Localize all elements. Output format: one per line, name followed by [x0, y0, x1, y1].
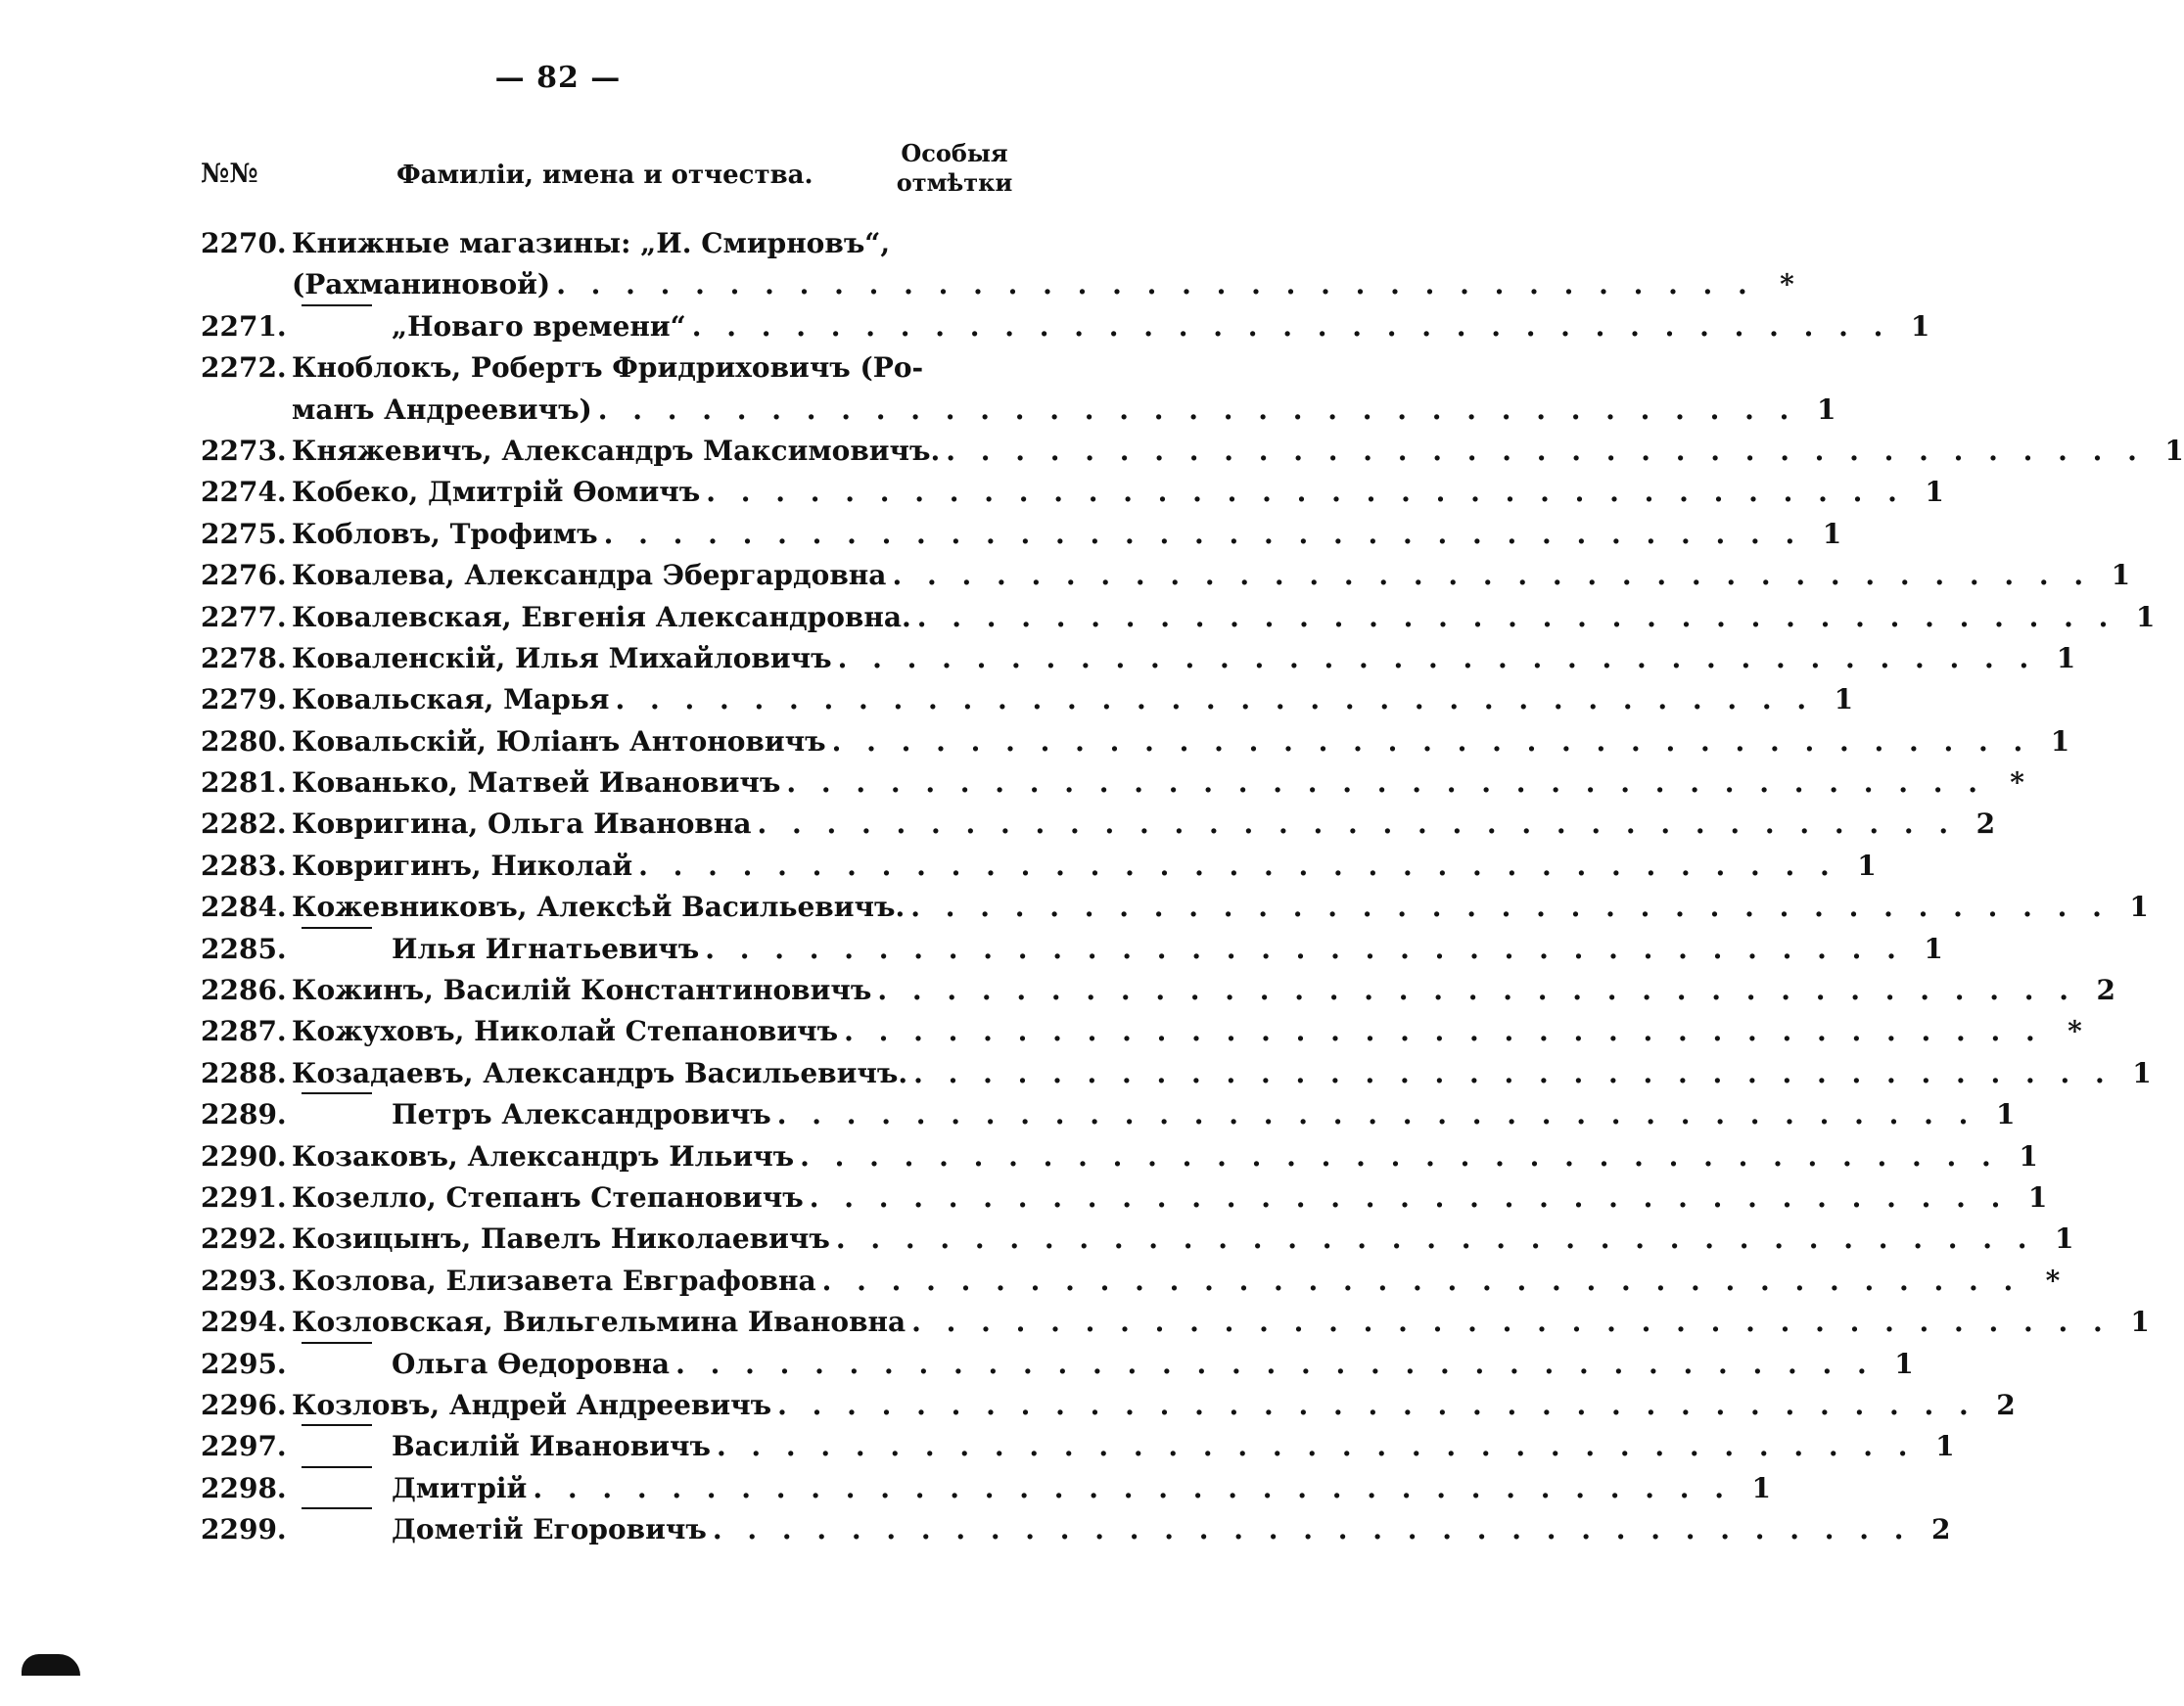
- entry-name: Кованько, Матвей Ивановичъ: [292, 766, 781, 800]
- entry-name: Ольга Ѳедоровна: [392, 1347, 671, 1380]
- dot-leader: . . . . . . . . . . . . . . . . . . . . . . . . . . . . . . . . . . .: [910, 891, 2110, 924]
- entry-line: [201, 390, 1836, 431]
- entry-name: Ковригина, Ольга Ивановна: [292, 807, 752, 841]
- entry-text-wrap: [292, 846, 1837, 887]
- entry-line: [201, 1219, 2074, 1260]
- entry-text-wrap: [292, 762, 1985, 804]
- entry-text-wrap: [292, 390, 1796, 431]
- entry-mark: 1: [2019, 1139, 2038, 1173]
- entry-line: [201, 1509, 1951, 1550]
- entry-mark: 1: [1935, 1430, 1955, 1463]
- entry-mark: 1: [2129, 891, 2149, 924]
- entry-name: Илья Игнатьевичъ: [392, 932, 700, 965]
- entry-number: 2286.: [201, 974, 287, 1007]
- entry-text-wrap: [292, 1385, 1976, 1426]
- entry-number: 2284.: [201, 891, 287, 924]
- entry-line: [201, 597, 2156, 638]
- entry-text-wrap: [292, 1177, 2008, 1219]
- dot-leader: . . . . . . . . . . . . . . . . . . . . . . . . . . . . . . . . . . .: [675, 1347, 1875, 1380]
- entry-text-wrap: [292, 1219, 2034, 1260]
- notes-header-line-2: отмѣтки: [896, 168, 1013, 197]
- entry-name: Дмитрій: [392, 1471, 528, 1504]
- entry-text-wrap: [292, 804, 1956, 845]
- entry-number: 2271.: [201, 309, 287, 343]
- entry-text-wrap: [292, 555, 2091, 596]
- dot-leader: . . . . . . . . . . . . . . . . . . . . . . . . . . . . . . . . . . .: [821, 1264, 2021, 1297]
- dot-leader: . . . . . . . . . . . . . . . . . . . . . . . . . . . . . . . . . . .: [916, 600, 2116, 633]
- entry-name: „Новаго времени“: [392, 309, 686, 343]
- entry-mark: 1: [1822, 517, 1842, 550]
- entry-number: 2277.: [201, 600, 287, 633]
- entry-name: Кожевниковъ, Алексѣй Васильевичъ.: [292, 891, 906, 924]
- entry-name: Ковальская, Марья: [292, 683, 610, 716]
- entry-text-wrap: [292, 721, 2030, 762]
- entry-name: Козицынъ, Павелъ Николаевичъ: [292, 1222, 830, 1256]
- entry-text-wrap: [292, 472, 1905, 513]
- entry-text-wrap: [292, 1468, 1732, 1509]
- entry-line: [201, 514, 1842, 555]
- dot-leader: . . . . . . . . . . . . . . . . . . . . . . . . . . . . . . . . . . .: [603, 517, 1803, 550]
- entry-line: [201, 846, 1877, 887]
- entry-mark: 1: [2050, 724, 2070, 758]
- dot-leader: . . . . . . . . . . . . . . . . . . . . . . . . . . . . . . . . . . .: [691, 309, 1891, 343]
- entry-number: 2290.: [201, 1139, 287, 1173]
- entry-line: [201, 929, 1943, 970]
- entry-line: [201, 638, 2076, 679]
- entry-name: Козаковъ, Александръ Ильичъ: [292, 1139, 795, 1173]
- entry-number: 2283.: [201, 849, 287, 882]
- entry-number: 2292.: [201, 1222, 287, 1256]
- entry-name: Козлова, Елизавета Евграфовна: [292, 1264, 816, 1297]
- entry-number: 2287.: [201, 1015, 287, 1048]
- entry-mark: 1: [1925, 476, 1944, 509]
- entry-line: [201, 306, 1930, 347]
- entry-line: [201, 347, 1013, 389]
- dot-leader: . . . . . . . . . . . . . . . . . . . . . . . . . . . . . . . . . . .: [716, 1430, 1916, 1463]
- entry-line: [201, 1177, 2048, 1219]
- entry-name: Козадаевъ, Александръ Васильевичъ.: [292, 1056, 908, 1089]
- entry-mark: 1: [2130, 1306, 2150, 1339]
- entry-mark: *: [2045, 1264, 2061, 1297]
- entry-number: 2278.: [201, 641, 287, 674]
- ditto-dash: [302, 1092, 372, 1133]
- dot-leader: . . . . . . . . . . . . . . . . . . . . . . . . . . . . . . . . . . .: [556, 268, 1755, 301]
- entry-mark: 1: [2164, 434, 2184, 467]
- entry-line: [201, 1136, 2038, 1177]
- entry-line: [201, 679, 1854, 720]
- dot-leader: . . . . . . . . . . . . . . . . . . . . . . . . . . . . . . . . . . .: [831, 724, 2031, 758]
- entry-number: 2294.: [201, 1306, 287, 1339]
- dot-leader: . . . . . . . . . . . . . . . . . . . . . . . . . . . . . . . . . . .: [597, 392, 1797, 426]
- entry-mark: 1: [1910, 309, 1930, 343]
- dot-leader: . . . . . . . . . . . . . . . . . . . . . . . . . . . . . . . . . . .: [615, 683, 1815, 716]
- dot-leader: . . . . . . . . . . . . . . . . . . . . . . . . . . . . . . . . . . .: [809, 1180, 2009, 1214]
- entry-mark: 1: [2135, 600, 2156, 633]
- entry-text-wrap: [292, 1344, 1875, 1385]
- entry-name: Козловская, Вильгельмина Ивановна: [292, 1306, 906, 1339]
- entry-text-wrap: [292, 597, 2115, 638]
- entry-mark: 1: [1834, 683, 1854, 716]
- entry-number: 2297.: [201, 1430, 287, 1463]
- entry-number: 2295.: [201, 1347, 287, 1380]
- entry-number: 2272.: [201, 351, 287, 385]
- entry-text: Кноблокъ, Робертъ Фридриховичъ (Ро-: [292, 351, 924, 385]
- entry-number: 2280.: [201, 724, 287, 758]
- entry-text-wrap: [292, 887, 2110, 928]
- entries-list: [201, 223, 2184, 1551]
- entry-name: Дометій Егоровичъ: [392, 1513, 707, 1546]
- entry-number: 2281.: [201, 766, 287, 800]
- entry-text-wrap: [292, 264, 1755, 305]
- ditto-dash: [302, 1424, 372, 1465]
- entry-line: [201, 762, 2024, 804]
- entry-line: [201, 1053, 2152, 1094]
- entry-number: 2270.: [201, 227, 287, 259]
- entry-name: Ковригинъ, Николай: [292, 849, 633, 882]
- dot-leader: . . . . . . . . . . . . . . . . . . . . . . . . . . . . . . . . . . .: [638, 849, 1837, 882]
- dot-leader: . . . . . . . . . . . . . . . . . . . . . . . . . . . . . . . . . . .: [777, 1388, 1976, 1421]
- entry-mark: 2: [1975, 807, 1996, 841]
- entry-text-wrap: [292, 929, 1904, 970]
- entry-line: [201, 1094, 2016, 1135]
- dot-leader: . . . . . . . . . . . . . . . . . . . . . . . . . . . . . . . . . . .: [757, 807, 1957, 841]
- entry-number: 2273.: [201, 434, 287, 467]
- ink-smudge: [22, 1654, 80, 1676]
- dot-leader: . . . . . . . . . . . . . . . . . . . . . . . . . . . . . . . . . . .: [776, 1098, 1976, 1131]
- entry-line: [201, 264, 1794, 305]
- entry-mark: 1: [1857, 849, 1877, 882]
- dot-leader: . . . . . . . . . . . . . . . . . . . . . . . . . . . . . . . . . . .: [946, 434, 2145, 467]
- entry-name: Козловъ, Андрей Андреевичъ: [292, 1388, 772, 1421]
- entry-mark: 2: [1996, 1388, 2016, 1421]
- entry-number: 2276.: [201, 559, 287, 592]
- entry-line: [201, 223, 1013, 264]
- entry-mark: *: [2068, 1015, 2082, 1048]
- entry-line: [201, 970, 2115, 1011]
- entry-mark: 1: [1995, 1098, 2016, 1131]
- entry-name: Княжевичъ, Александръ Максимовичъ.: [292, 434, 941, 467]
- entry-text-wrap: [292, 1261, 2021, 1302]
- dot-leader: . . . . . . . . . . . . . . . . . . . . . . . . . . . . . . . . . . .: [705, 932, 1904, 965]
- dot-leader: . . . . . . . . . . . . . . . . . . . . . . . . . . . . . . . . . . .: [877, 974, 2076, 1007]
- ditto-dash: [302, 1507, 372, 1548]
- entry-mark: 1: [1924, 932, 1943, 965]
- notes-column-header: [896, 139, 1013, 198]
- entry-text-wrap: [292, 638, 2036, 679]
- entry-number: 2296.: [201, 1388, 287, 1421]
- entry-number: 2293.: [201, 1264, 287, 1297]
- entry-mark: *: [1780, 268, 1794, 301]
- entry-number: 2289.: [201, 1098, 287, 1131]
- entry-name: Петръ Александровичъ: [392, 1098, 771, 1131]
- entry-line: [201, 1261, 2061, 1302]
- entry-mark: 1: [2027, 1180, 2048, 1214]
- entry-mark: 1: [1751, 1471, 1771, 1504]
- entry-text-wrap: [292, 1302, 2111, 1343]
- dot-leader: . . . . . . . . . . . . . . . . . . . . . . . . . . . . . . . . . . .: [786, 766, 1985, 800]
- entry-name: Кожуховъ, Николай Степановичъ: [292, 1015, 839, 1048]
- notes-header-line-1: Особыя: [901, 139, 1008, 167]
- entry-text-wrap: [292, 970, 2076, 1011]
- entry-mark: 1: [2056, 641, 2076, 674]
- ditto-dash: [302, 304, 372, 346]
- entry-number: 2288.: [201, 1056, 287, 1089]
- entry-line: [201, 472, 1944, 513]
- entry-number: 2274.: [201, 476, 287, 509]
- entry-number: 2285.: [201, 932, 287, 965]
- names-column-header: Фамиліи, имена и отчества.: [396, 161, 813, 190]
- entry-text-wrap: [292, 1053, 2113, 1094]
- entry-name: Ковальскій, Юліанъ Антоновичъ: [292, 724, 826, 758]
- ditto-dash: [302, 927, 372, 968]
- dot-leader: . . . . . . . . . . . . . . . . . . . . . . . . . . . . . . . . . . .: [837, 641, 2037, 674]
- entry-text-wrap: [292, 679, 1814, 720]
- dot-leader: . . . . . . . . . . . . . . . . . . . . . . . . . . . . . . . . . . .: [835, 1222, 2035, 1256]
- dot-leader: . . . . . . . . . . . . . . . . . . . . . . . . . . . . . . . . . . .: [913, 1056, 2113, 1089]
- dot-leader: . . . . . . . . . . . . . . . . . . . . . . . . . . . . . . . . . . .: [844, 1015, 2043, 1048]
- entry-line: [201, 1468, 1771, 1509]
- entry-name: Козелло, Степанъ Степановичъ: [292, 1180, 804, 1214]
- entry-name: манъ Андреевичъ): [292, 392, 592, 426]
- entry-mark: 1: [2111, 559, 2131, 592]
- entry-text-wrap: [292, 1136, 1999, 1177]
- entry-line: [201, 804, 1996, 845]
- entry-text-wrap: [292, 1426, 1916, 1467]
- entry-line: [201, 431, 2184, 472]
- dot-leader: . . . . . . . . . . . . . . . . . . . . . . . . . . . . . . . . . . .: [800, 1139, 1999, 1173]
- entry-line: [201, 721, 2070, 762]
- entry-number: 2299.: [201, 1513, 287, 1546]
- entry-line: [201, 1344, 1914, 1385]
- page-number: — 82 —: [494, 61, 622, 95]
- ditto-dash: [302, 1466, 372, 1507]
- entry-text: Книжные магазины: „И. Смирновъ“,: [292, 227, 891, 259]
- entry-mark: 1: [1816, 392, 1836, 426]
- entry-name: Ковалева, Александра Эбергардовна: [292, 559, 887, 592]
- entry-mark: 2: [2096, 974, 2115, 1007]
- entry-text-wrap: [292, 514, 1802, 555]
- entry-mark: 2: [1930, 1513, 1951, 1546]
- entry-name: Ковалевская, Евгенія Александровна.: [292, 600, 911, 633]
- entry-number: 2291.: [201, 1180, 287, 1214]
- entry-name: Василій Ивановичъ: [392, 1430, 711, 1463]
- entry-line: [201, 887, 2149, 928]
- dot-leader: . . . . . . . . . . . . . . . . . . . . . . . . . . . . . . . . . . .: [533, 1471, 1732, 1504]
- dot-leader: . . . . . . . . . . . . . . . . . . . . . . . . . . . . . . . . . . .: [706, 476, 1905, 509]
- entry-text-wrap: [292, 1094, 1975, 1135]
- entry-name: Кожинъ, Василій Константиновичъ: [292, 974, 872, 1007]
- entry-line: [201, 1011, 2082, 1052]
- entry-number: 2298.: [201, 1471, 287, 1504]
- dot-leader: . . . . . . . . . . . . . . . . . . . . . . . . . . . . . . . . . . .: [911, 1306, 2111, 1339]
- entry-number: 2282.: [201, 807, 287, 841]
- entry-text-wrap: [292, 1509, 1911, 1550]
- entry-mark: *: [2010, 766, 2024, 800]
- entry-name: Кобловъ, Трофимъ: [292, 517, 598, 550]
- table-header: [201, 137, 1013, 206]
- entry-mark: 1: [2132, 1056, 2152, 1089]
- number-column-header: №№: [201, 159, 258, 189]
- entry-text-wrap: [292, 306, 1890, 347]
- entry-line: [201, 1385, 2016, 1426]
- dot-leader: . . . . . . . . . . . . . . . . . . . . . . . . . . . . . . . . . . .: [712, 1513, 1912, 1546]
- ditto-dash: [302, 1342, 372, 1383]
- dot-leader: . . . . . . . . . . . . . . . . . . . . . . . . . . . . . . . . . . .: [892, 559, 2092, 592]
- entry-mark: 1: [1894, 1347, 1914, 1380]
- entry-text-wrap: [292, 1011, 2043, 1052]
- entry-name: Коваленскій, Илья Михайловичъ: [292, 641, 832, 674]
- entry-line: [201, 555, 2131, 596]
- entry-line: [201, 1426, 1955, 1467]
- entry-name: (Рахманиновой): [292, 268, 551, 301]
- entry-number: 2279.: [201, 683, 287, 716]
- entry-mark: 1: [2054, 1222, 2074, 1256]
- entry-number: 2275.: [201, 517, 287, 550]
- entry-line: [201, 1302, 2150, 1343]
- entry-text-wrap: [292, 431, 2145, 472]
- entry-name: Кобеко, Дмитрій Ѳомичъ: [292, 476, 701, 509]
